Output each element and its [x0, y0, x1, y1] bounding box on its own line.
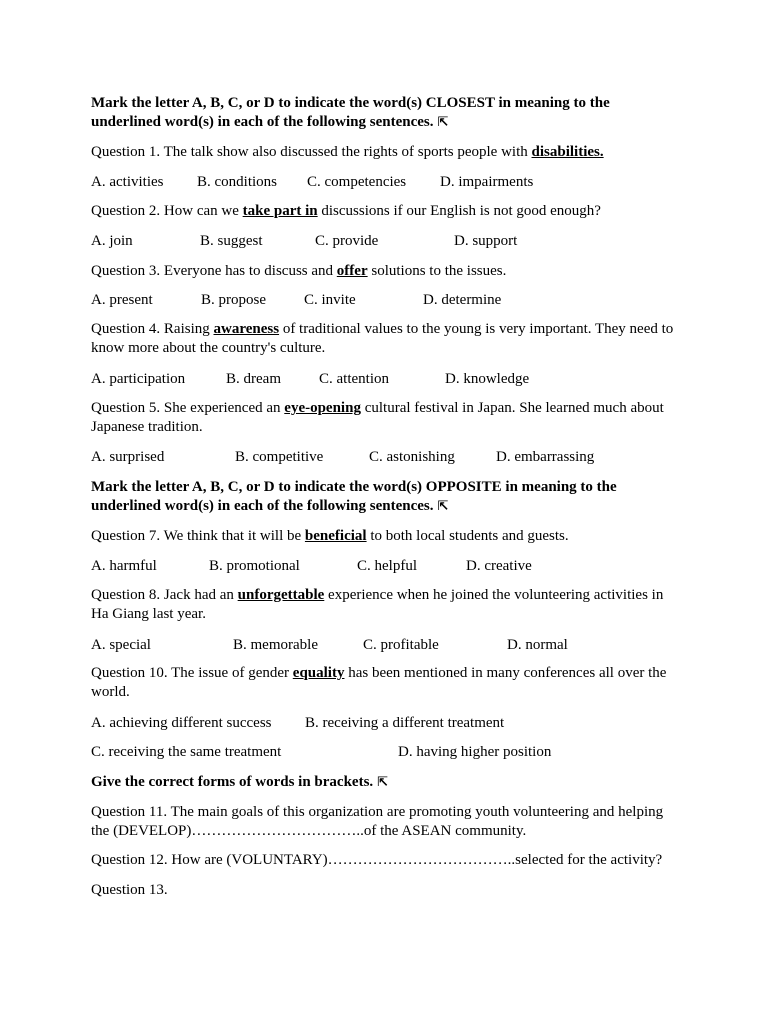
option-b: B. promotional [209, 558, 300, 574]
option-a: A. join [91, 233, 133, 249]
option-b: B. conditions [197, 174, 278, 190]
option-d: D. embarrassing [496, 449, 595, 465]
option-c: C. helpful [357, 558, 417, 574]
underlined-word: take part in [242, 203, 318, 219]
question-text: Question 8. Jack had an [91, 587, 238, 603]
option-a: A. special [91, 637, 151, 653]
question-7 [91, 527, 691, 546]
question-text-end: discussions if our English is not good enough? [317, 203, 601, 219]
question-text-end: to both local students and guests. [366, 528, 569, 544]
question-1 [91, 143, 691, 162]
option-d: D. determine [423, 292, 502, 308]
option-c: C. invite [304, 292, 356, 308]
question-text: Question 13. [91, 882, 168, 898]
question-text-end: has been mentioned in many conferences all over the world. [91, 665, 667, 700]
option-a: A. achieving different success [91, 715, 272, 731]
question-3 [91, 262, 691, 281]
collapse-arrow-icon[interactable]: ⇱ [377, 775, 389, 790]
option-a: A. harmful [91, 558, 157, 574]
underlined-word: offer [336, 263, 368, 279]
option-c: C. receiving the same treatment [91, 744, 282, 760]
option-d: D. impairments [440, 174, 534, 190]
question-text-end: of traditional values to the young is very important. They need to know more about the country's culture. [91, 321, 674, 356]
question-text-end: solutions to the issues. [367, 263, 507, 279]
question-4 [91, 320, 683, 358]
option-d: D. knowledge [445, 371, 530, 387]
collapse-arrow-icon[interactable]: ⇱ [437, 499, 449, 514]
option-d: D. having higher position [398, 744, 552, 760]
section-heading-text: Mark the letter A, B, C, or D to indicate the word(s) CLOSEST in meaning to the underlined word(s) in each of the following sentences. [91, 95, 610, 130]
section-heading-text: Mark the letter A, B, C, or D to indicate the word(s) OPPOSITE in meaning to the underlined word(s) in each of the following sentences. [91, 479, 617, 514]
underlined-word: beneficial [304, 528, 367, 544]
underlined-word: awareness [213, 321, 280, 337]
question-text: Question 7. We think that it will be [91, 528, 305, 544]
question-text: Question 3. Everyone has to discuss and [91, 263, 337, 279]
option-a: A. surprised [91, 449, 165, 465]
option-b: B. suggest [200, 233, 263, 249]
question-5 [91, 399, 683, 437]
question-text: Question 1. The talk show also discussed the rights of sports people with [91, 144, 532, 160]
underlined-word: disabilities. [531, 144, 604, 160]
option-d: D. creative [466, 558, 532, 574]
question-text: Question 5. She experienced an [91, 400, 285, 416]
option-c: C. provide [315, 233, 379, 249]
question-text: Question 4. Raising [91, 321, 214, 337]
question-text: Question 11. The main goals of this organization are promoting youth volunteering and helping the (DEVELOP)……………………………..of the ASEAN community. [91, 804, 664, 839]
section-heading-text: Give the correct forms of words in brackets. [91, 774, 374, 790]
option-b: B. memorable [233, 637, 318, 653]
question-2 [91, 202, 691, 221]
option-c: C. astonishing [369, 449, 455, 465]
question-12 [91, 851, 691, 870]
collapse-arrow-icon[interactable]: ⇱ [437, 115, 449, 130]
underlined-word: unforgettable [237, 587, 325, 603]
question-13 [91, 881, 691, 900]
underlined-word: eye-opening [284, 400, 361, 416]
question-text: Question 12. How are (VOLUNTARY)………………………………..selected for the activity? [91, 852, 663, 868]
option-b: B. propose [201, 292, 266, 308]
question-text: Question 2. How can we [91, 203, 243, 219]
question-10 [91, 664, 683, 702]
option-c: C. competencies [307, 174, 407, 190]
underlined-word: equality [292, 665, 345, 681]
question-8 [91, 586, 683, 624]
option-a: A. present [91, 292, 153, 308]
option-a: A. activities [91, 174, 164, 190]
section-heading-word-forms [91, 773, 691, 792]
option-c: C. attention [319, 371, 389, 387]
section-heading-opposite [91, 478, 683, 516]
question-text: Question 10. The issue of gender [91, 665, 293, 681]
option-b: B. dream [226, 371, 281, 387]
question-text-end: cultural festival in Japan. She learned much about Japanese tradition. [91, 400, 664, 435]
option-d: D. support [454, 233, 518, 249]
option-b: B. competitive [235, 449, 324, 465]
option-a: A. participation [91, 371, 186, 387]
question-text-end: experience when he joined the volunteering activities in Ha Giang last year. [91, 587, 664, 622]
option-d: D. normal [507, 637, 568, 653]
question-11 [91, 803, 683, 841]
option-b: B. receiving a different treatment [305, 715, 505, 731]
option-c: C. profitable [363, 637, 439, 653]
section-heading-closest [91, 94, 683, 132]
